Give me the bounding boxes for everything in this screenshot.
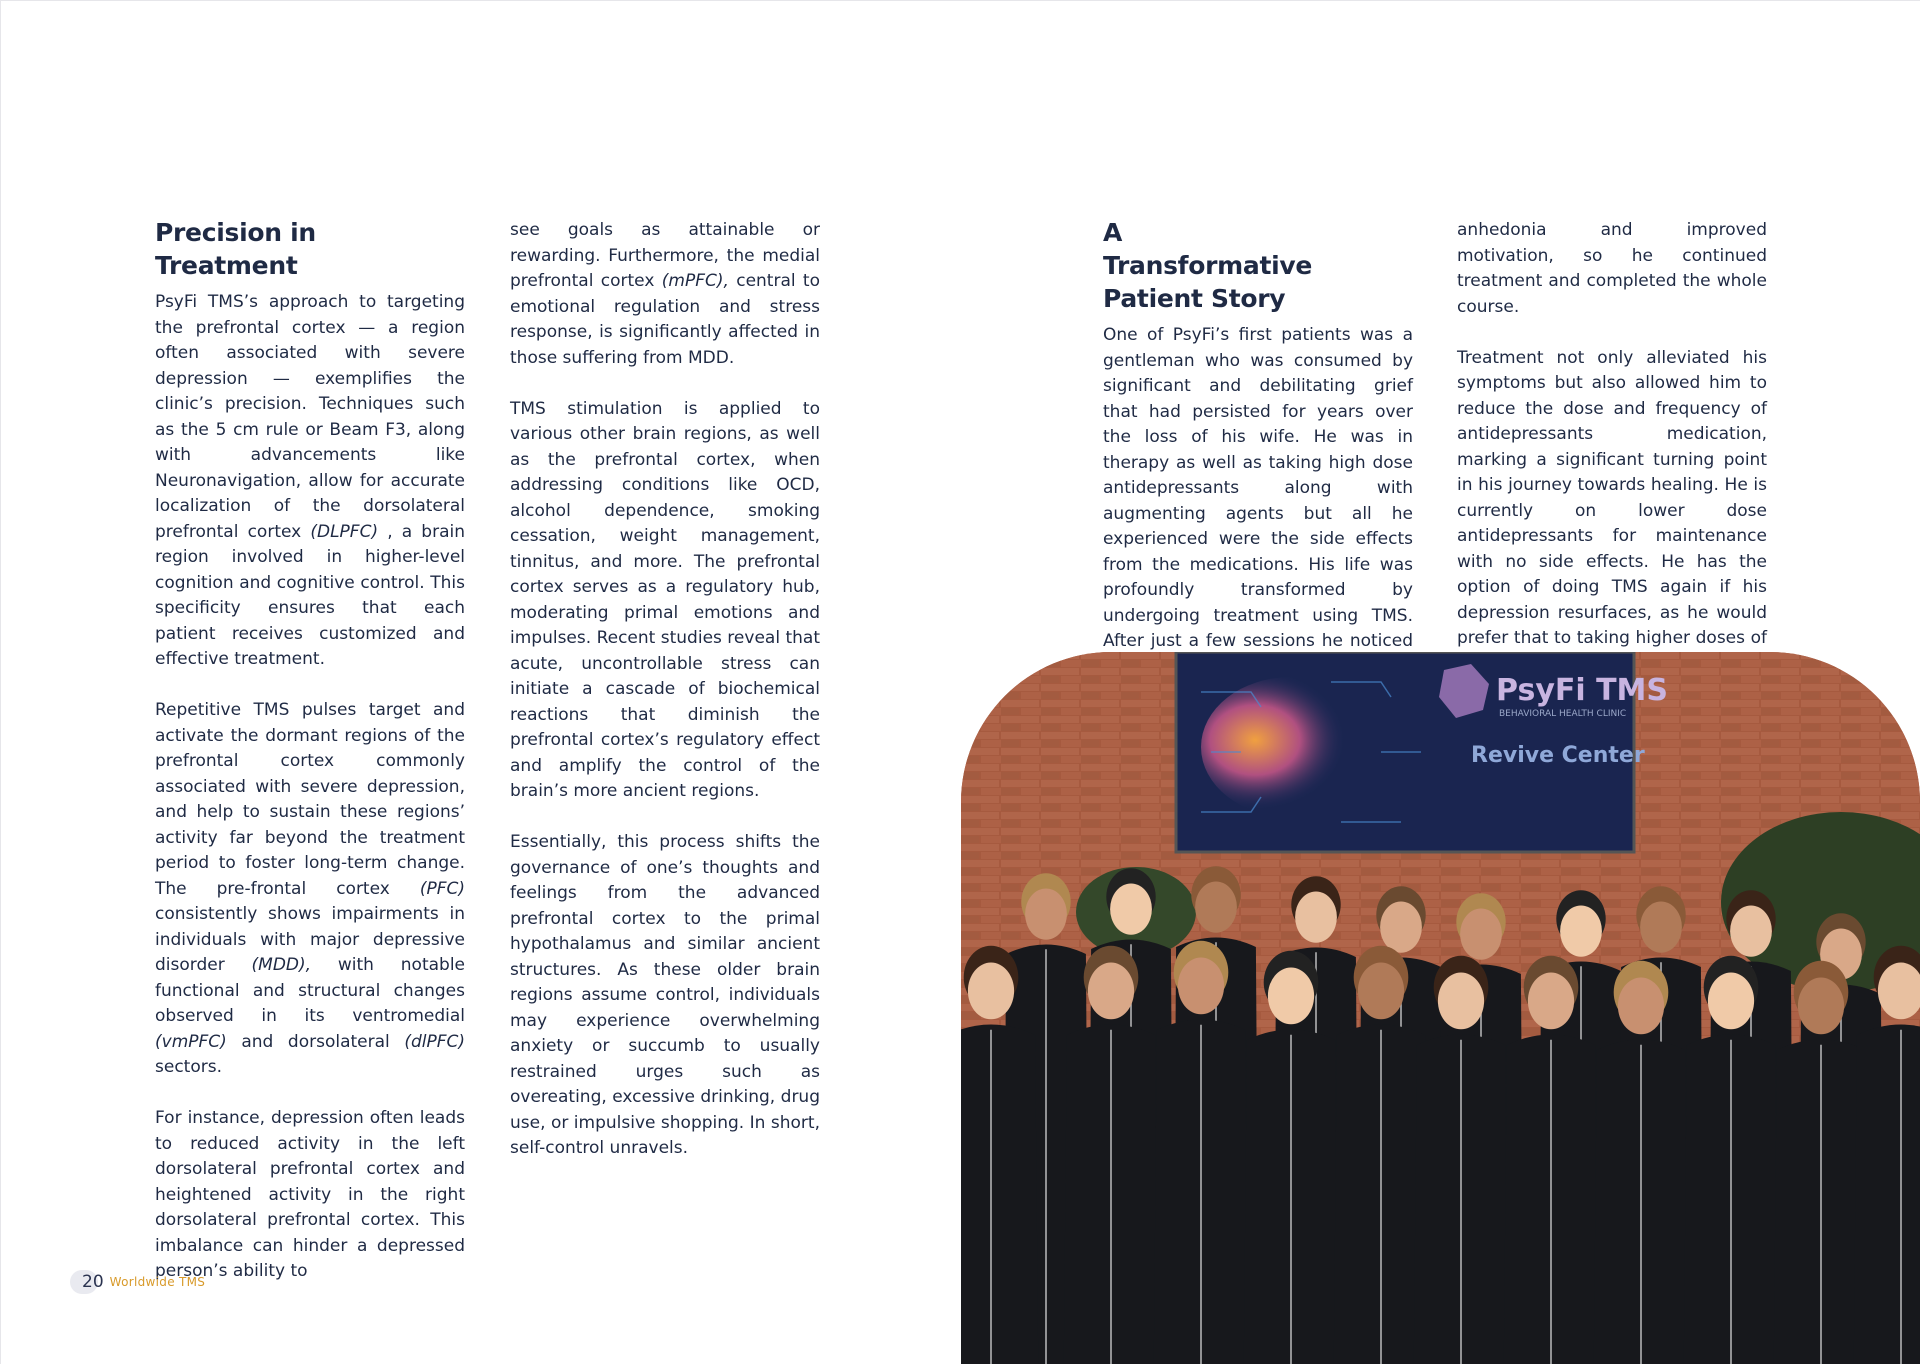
brain-graphic: [1201, 677, 1381, 817]
col1-paragraph-2: [155, 698, 465, 1081]
abbrev-vmpfc: (vmPFC): [155, 1031, 227, 1052]
text-run: with notable functional and structural changes observed in its ventromedial: [155, 955, 466, 1026]
text-run: Repetitive TMS pulses target and activate the dormant regions of the prefrontal cortex commonly associated with severe depression, and help to sustain these regions’ activity far beyond the treatment period to foster long-term change. The pre-frontal cortex: [155, 700, 465, 899]
text-run: sectors.: [155, 1057, 222, 1077]
column-4: [1457, 218, 1767, 677]
col2-paragraph-2: TMS stimulation is applied to various other brain regions, as well as the prefrontal cortex, when addressing conditions like OCD, alcohol dependence, smoking cessation, weight management, tinnitus, and more. The prefrontal cortex serves as a regulatory hub, moderating primal emotions and impulses. Recent studies reveal that acute, uncontrollable stress can initiate a cascade of biochemical reactions that diminish the prefrontal cortex’s regulatory effect and amplify the control of the brain’s more ancient regions.: [510, 398, 820, 801]
text-run: and dorsolateral: [226, 1031, 405, 1052]
heading-patient-story: A Transformative Patient Story: [1103, 218, 1313, 313]
abbrev-dlpfc-lower: (dlPFC): [404, 1031, 465, 1052]
col4-paragraph-2: Treatment not only alleviated his symptoms but also allowed him to reduce the dose and frequency of antidepressants medication, marking a significant turning point in his journey towards healing. He is currently on lower dose antidepressants for maintenance with no side effects. He has the option of doing TMS again if his depression resurfaces, as he would prefer that to taking higher doses of: [1457, 347, 1767, 648]
column-3: [1103, 216, 1413, 680]
col4-paragraph-1: anhedonia and improved motivation, so he continued treatment and completed the whole course.: [1457, 220, 1767, 317]
page-footer: [70, 1270, 205, 1294]
column-2: [510, 218, 820, 1162]
column-1: [155, 216, 465, 1285]
text-run: PsyFi TMS’s approach to targeting the prefrontal cortex — a region often associated with severe depression — exemplifies the clinic’s precision. Techniques such as the 5 cm rule or Beam F3, along with advancements like Neuronavigation, allow for accurate localization of the dorsolateral prefrontal cortex: [155, 292, 465, 542]
abbrev-pfc: (PFC): [419, 878, 465, 899]
text-run: consistently shows impairments in individuals with major depressive disorder: [155, 904, 465, 975]
col2-paragraph-3: Essentially, this process shifts the governance of one’s thoughts and feelings from the advanced prefrontal cortex to the primal hypothalamus and similar ancient structures. As these older brain regions assume control, individuals may experience overwhelming anxiety or succumb to usually restrained urges such as overeating, excessive drinking, drug use, or impulsive shopping. In short, self-control unravels.: [510, 832, 820, 1158]
heading-precision: Precision in Treatment: [155, 218, 316, 280]
team-photo: [961, 652, 1920, 1364]
col1-paragraph-1: [155, 290, 465, 673]
page-edge-left: [0, 0, 1, 1364]
sign-subtitle: BEHAVIORAL HEALTH CLINIC: [1499, 709, 1627, 719]
sign-center-name: Revive Center: [1471, 743, 1645, 768]
col1-paragraph-3: For instance, depression often leads to reduced activity in the left dorsolateral prefrontal cortex and heightened activity in the right dorsolateral prefrontal cortex. This imbalance can hinder a depressed person’s ability to: [155, 1108, 465, 1281]
abbrev-mdd: (MDD),: [251, 955, 312, 975]
page-edge-top: [0, 0, 1920, 1]
team-photo-illustration: [961, 652, 1920, 1364]
sign-brand: PsyFi TMS: [1496, 673, 1669, 708]
text-run: central to emotional regulation and stress response, is significantly affected in those suffering from MDD.: [510, 271, 820, 368]
publication-name: Worldwide TMS: [109, 1275, 206, 1289]
clinic-sign: [1176, 652, 1668, 852]
text-run: see goals as attainable or rewarding. Furthermore, the medial prefrontal cortex: [510, 220, 820, 291]
abbrev-dlpfc: (DLPFC): [310, 521, 379, 542]
text-run: , a brain region involved in higher-level cognition and cognitive control. This specificity ensures that each patient receives customized and effective treatment.: [155, 521, 465, 669]
col2-paragraph-1: [510, 218, 820, 371]
page-number: 20: [82, 1272, 104, 1292]
col3-paragraph-1: One of PsyFi’s first patients was a gentleman who was consumed by significant and debilitating grief that had persisted for years over the loss of his wife. He was in therapy as well as taking high dose antidepressants along with augmenting agents but all he experienced were the side effects from the medications. His life was profoundly transformed by undergoing treatment using TMS. After just a few sessions he noticed: [1103, 325, 1413, 651]
abbrev-mpfc: (mPFC),: [661, 271, 729, 291]
